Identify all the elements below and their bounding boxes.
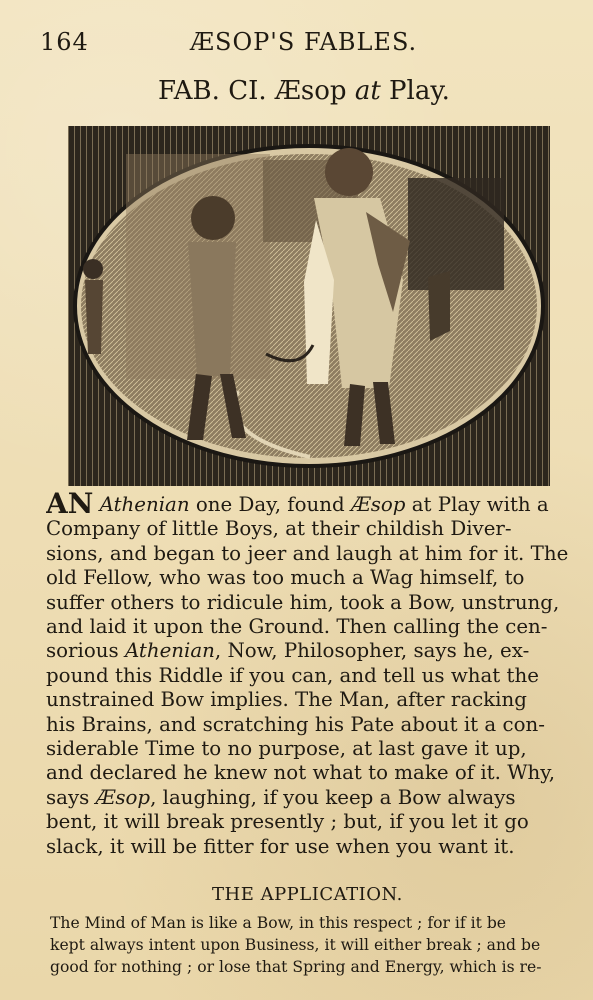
body-line	[46, 517, 576, 541]
body-text-segment: pound this Riddle if you can, and tell us what the	[46, 663, 539, 687]
body-line	[46, 591, 576, 615]
body-line	[46, 688, 576, 712]
fable-title-end: Play.	[389, 76, 450, 106]
engraving-image	[68, 126, 550, 486]
body-text-segment: AN	[46, 492, 94, 518]
body-line	[46, 639, 576, 663]
body-line	[46, 492, 576, 517]
body-text-segment: Company of little Boys, at their childish Diver-	[46, 517, 512, 541]
body-line	[46, 810, 576, 834]
body-text-segment: Æsop	[95, 785, 151, 809]
body-text-segment: Athenian	[124, 639, 215, 663]
body-text-segment: unstrained Bow implies. The Man, after racking	[46, 688, 527, 712]
body-text-segment: Æsop	[350, 493, 406, 516]
application-body	[50, 912, 575, 978]
body-text-segment: at Play with a	[405, 493, 549, 516]
running-title: ÆSOP'S FABLES.	[190, 28, 418, 56]
body-line	[46, 542, 576, 566]
body-line	[46, 664, 576, 688]
fable-title-name: Æsop	[274, 76, 347, 106]
application-line: The Mind of Man is like a Bow, in this respect ; for if it be	[50, 914, 507, 932]
body-text-segment: Athenian	[99, 493, 190, 516]
body-text-segment: bent, it will break presently ; but, if you let it go	[46, 810, 529, 834]
body-text-segment: his Brains, and scratching his Pate about it a con-	[46, 712, 545, 736]
body-line	[46, 786, 576, 810]
body-text-segment: siderable Time to no purpose, at last gave it up,	[46, 737, 527, 761]
body-text-segment: sions, and began to jeer and laugh at him for it. The	[46, 541, 569, 565]
fable-title	[158, 76, 458, 106]
application-line: kept always intent upon Business, it will either break ; and be	[50, 936, 541, 954]
fable-title-prefix: FAB. CI.	[158, 76, 267, 106]
body-text-segment: suffer others to ridicule him, took a Bow, unstrung,	[46, 590, 560, 614]
body-text-segment: slack, it will be fitter for use when you want it.	[46, 834, 515, 858]
application-heading: THE APPLICATION.	[212, 884, 403, 905]
body-text-segment: says	[46, 785, 96, 809]
page-header	[40, 28, 573, 58]
body-line	[46, 835, 576, 859]
fable-body	[46, 492, 576, 859]
body-line	[46, 713, 576, 737]
application-line: good for nothing ; or lose that Spring and Energy, which is re-	[50, 958, 542, 976]
page-number: 164	[40, 28, 89, 56]
body-line	[46, 737, 576, 761]
body-line	[46, 566, 576, 590]
fable-title-at: at	[354, 76, 381, 106]
body-text-segment: and declared he knew not what to make of it. Why,	[46, 761, 556, 785]
fable-illustration	[68, 126, 550, 486]
body-text-segment: , laughing, if you keep a Bow always	[150, 785, 516, 809]
body-text-segment: and laid it upon the Ground. Then calling the cen-	[46, 615, 548, 639]
body-text-segment: sorious	[46, 639, 125, 663]
body-text-segment: , Now, Philosopher, says he, ex-	[214, 639, 530, 663]
body-text-segment: old Fellow, who was too much a Wag himself, to	[46, 566, 525, 590]
body-line	[46, 615, 576, 639]
body-line	[46, 761, 576, 785]
body-text-segment: one Day, found	[189, 493, 351, 516]
